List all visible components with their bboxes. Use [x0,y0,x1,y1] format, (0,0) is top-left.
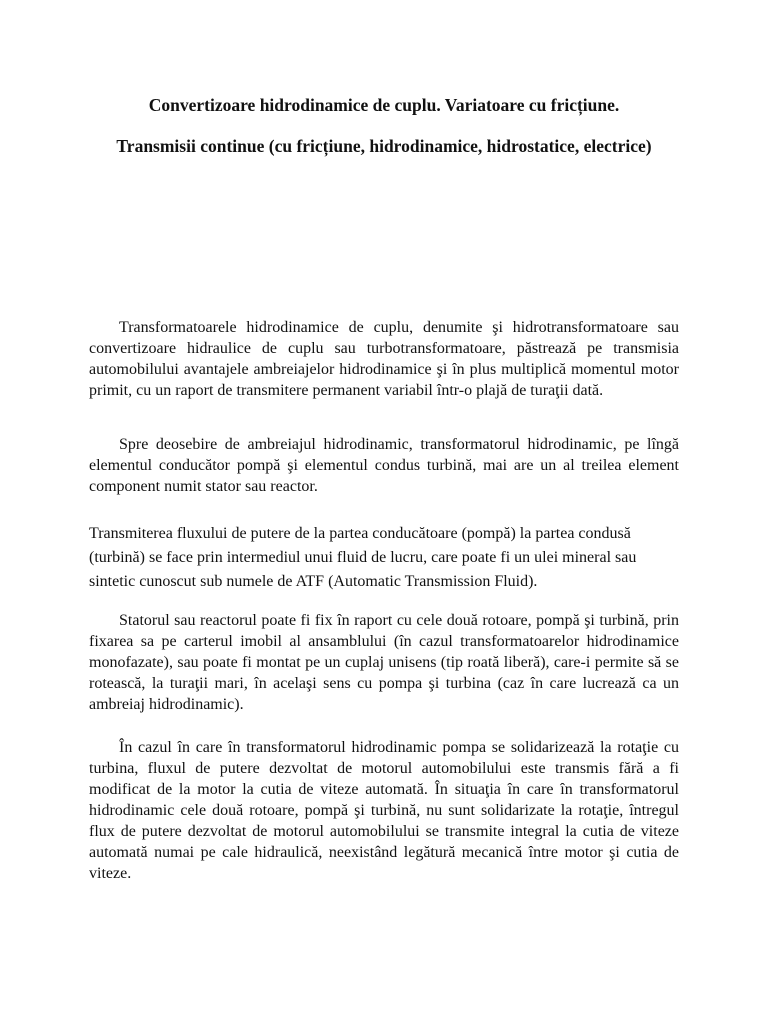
document-subtitle: Transmisii continue (cu fricțiune, hidrodinamice, hidrostatice, electrice) [116,136,652,156]
paragraph-2: Spre deosebire de ambreiajul hidrodinamic, transformatorul hidrodinamic, pe lîngă elementul conducător pompă şi elementul condus turbină, mai are un al treilea element component numit stator sau reactor. [89,436,679,495]
paragraph-4: Statorul sau reactorul poate fi fix în raport cu cele două rotoare, pompă şi turbină, prin fixarea sa pe carterul imobil al ansamblului (în cazul transformatoarelor hidrodinamice monofazate), sau poate fi montat pe un cuplaj unisens (tip roată liberă), care-i permite să se rotească, la turaţii mari, în acelaşi sens cu pompa şi turbina (caz în care lucrează ca un ambreiaj hidrodinamic). [89,612,679,713]
paragraph-5: În cazul în care în transformatorul hidrodinamic pompa se solidarizează la rotaţie cu turbina, fluxul de putere dezvoltat de motorul automobilului este transmis fără a fi modificat de la motor la cutia de viteze automată. În situaţia în care în transformatorul hidrodinamic cele două rotoare, pompă şi turbină, nu sunt solidarizate la rotaţie, întregul flux de putere dezvoltat de motorul automobilului se transmite integral la cutia de viteze automată numai pe cale hidraulică, neexistând legătură mecanică între motor şi cutia de viteze. [89,739,679,882]
paragraph-3: Transmiterea fluxului de putere de la partea conducătoare (pompă) la partea condusă (turbină) se face prin intermediul unui fluid de lucru, care poate fi un ulei mineral sau sintetic cunoscut sub numele de ATF (Automatic Transmission Fluid). [89,525,637,590]
paragraph-1: Transformatoarele hidrodinamice de cuplu, denumite şi hidrotransformatoare sau convertizoare hidraulice de cuplu sau turbotransformatoare, păstrează pe transmisia automobilului avantajele ambreiajelor hidrodinamice şi în plus multiplică momentul motor primit, cu un raport de transmitere permanent variabil într-o plajă de turaţii dată. [89,319,679,399]
document-title: Convertizoare hidrodinamice de cuplu. Variatoare cu fricțiune. [148,95,620,115]
